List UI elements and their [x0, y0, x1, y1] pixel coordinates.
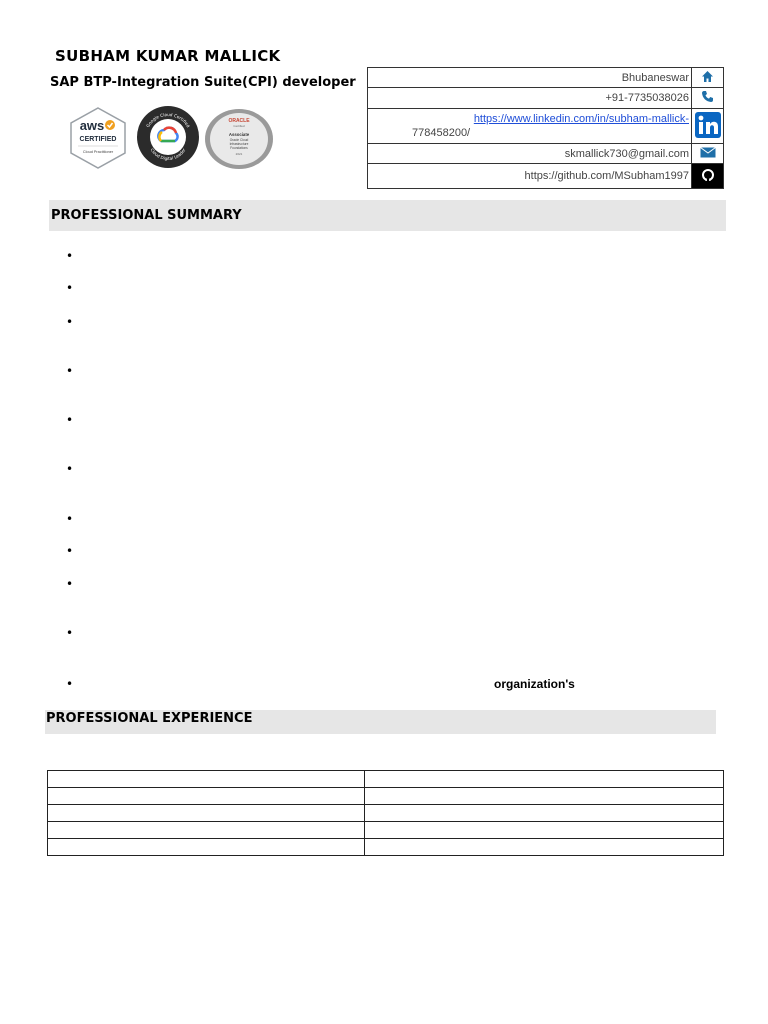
contact-row-phone — [368, 88, 724, 109]
aws-brand-text: aws — [79, 118, 105, 133]
phone-icon — [701, 90, 714, 103]
oracle-level-text: Associate — [228, 132, 250, 137]
summary-bullet: • — [66, 281, 74, 295]
location-text: Bhubaneswar — [368, 68, 692, 88]
aws-certified-text: CERTIFIED — [79, 136, 117, 143]
summary-title: PROFESSIONAL SUMMARY — [51, 208, 242, 223]
contact-table — [367, 67, 724, 189]
contact-row-location — [368, 68, 724, 88]
summary-bullet: • — [66, 315, 74, 329]
linkedin-link-continued[interactable]: 778458200/ — [412, 127, 471, 139]
oracle-line-2: Infrastructure — [229, 142, 249, 146]
summary-bullet: • — [66, 512, 74, 526]
experience-section-header — [45, 710, 716, 734]
oracle-line-3: Foundations — [230, 146, 248, 150]
table-row — [48, 788, 724, 805]
gcp-top-text: Google Cloud Certified — [145, 111, 191, 129]
gcp-bottom-text: Cloud Digital Leader — [149, 147, 187, 162]
phone-icon-cell — [692, 88, 724, 109]
table-cell — [365, 771, 724, 788]
email-text[interactable]: skmallick730@gmail.com — [368, 144, 692, 164]
mail-icon — [700, 147, 716, 158]
summary-visible-word: organization's — [494, 677, 575, 691]
experience-title: PROFESSIONAL EXPERIENCE — [46, 711, 253, 726]
summary-bullet: • — [66, 577, 74, 591]
summary-bullet: • — [66, 544, 74, 558]
linkedin-link[interactable]: https://www.linkedin.com/in/subham-mallick- — [473, 113, 689, 125]
github-icon[interactable] — [701, 168, 715, 182]
oracle-certified-badge — [204, 108, 274, 170]
home-icon-cell — [692, 68, 724, 88]
aws-level-text: Cloud Practitioner — [82, 150, 114, 154]
experience-table — [47, 770, 724, 856]
linkedin-link-cell[interactable] — [368, 109, 692, 144]
table-row — [48, 839, 724, 856]
summary-section-header — [49, 200, 726, 231]
aws-certified-badge — [66, 106, 130, 170]
phone-text[interactable]: +91-7735038026 — [368, 88, 692, 109]
table-cell — [365, 822, 724, 839]
summary-bullet: • — [66, 249, 74, 263]
contact-row-github — [368, 164, 724, 189]
table-cell — [365, 839, 724, 856]
linkedin-icon-cell — [692, 109, 724, 144]
table-cell — [365, 788, 724, 805]
table-cell — [48, 788, 365, 805]
summary-bullet: • — [66, 626, 74, 640]
table-cell — [48, 805, 365, 822]
oracle-line-1: Oracle Cloud — [229, 138, 249, 142]
table-cell — [48, 839, 365, 856]
candidate-role: SAP BTP-Integration Suite(CPI) developer — [50, 75, 356, 90]
table-cell — [48, 771, 365, 788]
candidate-name: SUBHAM KUMAR MALLICK — [55, 47, 281, 65]
contact-row-linkedin — [368, 109, 724, 144]
table-row — [48, 822, 724, 839]
github-icon-cell — [692, 164, 724, 189]
mail-icon-cell — [692, 144, 724, 164]
contact-row-email — [368, 144, 724, 164]
oracle-certified-text: Certified — [233, 124, 245, 128]
table-row — [48, 805, 724, 822]
google-cloud-badge — [136, 104, 200, 170]
table-row — [48, 771, 724, 788]
summary-bullet: • — [66, 413, 74, 427]
table-cell — [48, 822, 365, 839]
github-text[interactable]: https://github.com/MSubham1997 — [368, 164, 692, 189]
summary-bullet: • — [66, 677, 74, 691]
oracle-year: 2021 — [235, 152, 243, 156]
linkedin-icon[interactable] — [695, 112, 721, 138]
summary-bullet: • — [66, 364, 74, 378]
certification-badges — [66, 104, 276, 172]
summary-bullet: • — [66, 462, 74, 476]
home-icon — [701, 70, 714, 83]
table-cell — [365, 805, 724, 822]
oracle-brand-text: ORACLE — [228, 118, 250, 124]
